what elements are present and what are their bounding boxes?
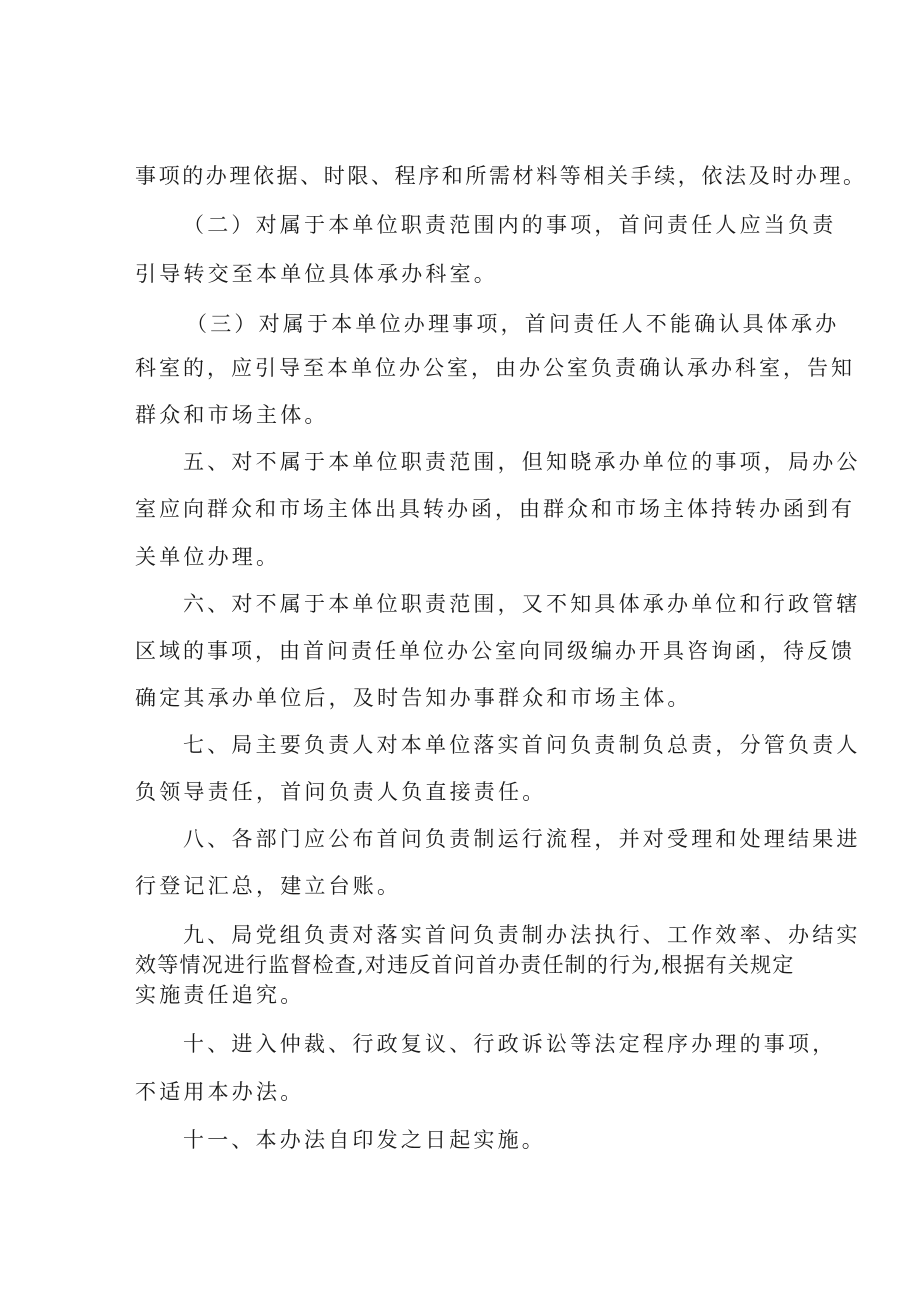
text-line: 科室的，应引导至本单位办公室，由办公室负责确认承办科室，告知 xyxy=(135,356,855,380)
text-line: 十、进入仲裁、行政复议、行政诉讼等法定程序办理的事项， xyxy=(183,1032,837,1056)
text-line: 确定其承办单位后，及时告知办事群众和市场主体。 xyxy=(135,686,692,710)
text-line: 八、各部门应公布首问负责制运行流程，并对受理和处理结果进 xyxy=(183,827,861,851)
text-line: 七、局主要负责人对本单位落实首问负责制负总责，分管负责人 xyxy=(183,733,861,757)
text-line: 事项的办理依据、时限、程序和所需材料等相关手续，依法及时办理。 xyxy=(135,164,867,188)
text-line: 引导转交至本单位具体承办科室。 xyxy=(135,262,498,286)
text-line: 不适用本办法。 xyxy=(135,1080,305,1104)
text-line: 五、对不属于本单位职责范围，但知晓承办单位的事项，局办公 xyxy=(183,450,861,474)
text-line: 效等情况进行监督检查,对违反首问首办责任制的行为,根据有关规定 xyxy=(135,953,795,977)
text-line: 实施责任追究。 xyxy=(135,983,305,1007)
text-line: 九、局党组负责对落实首问负责制办法执行、工作效率、办结实 xyxy=(183,923,861,947)
text-line: 行登记汇总，建立台账。 xyxy=(135,874,402,898)
text-line: （二）对属于本单位职责范围内的事项，首问责任人应当负责 xyxy=(183,213,837,237)
text-line: 负领导责任，首问负责人负直接责任。 xyxy=(135,780,547,804)
text-line: 关单位办理。 xyxy=(135,545,281,569)
text-line: 区域的事项，由首问责任单位办公室向同级编办开具咨询函，待反馈 xyxy=(135,639,855,663)
text-line: 群众和市场主体。 xyxy=(135,403,329,427)
text-line: 六、对不属于本单位职责范围，又不知具体承办单位和行政管辖 xyxy=(183,592,861,616)
text-line: 十一、本办法自印发之日起实施。 xyxy=(183,1128,546,1152)
text-line: 室应向群众和市场主体出具转办函，由群众和市场主体持转办函到有 xyxy=(135,497,855,521)
text-line: （三）对属于本单位办理事项，首问责任人不能确认具体承办 xyxy=(186,312,840,336)
